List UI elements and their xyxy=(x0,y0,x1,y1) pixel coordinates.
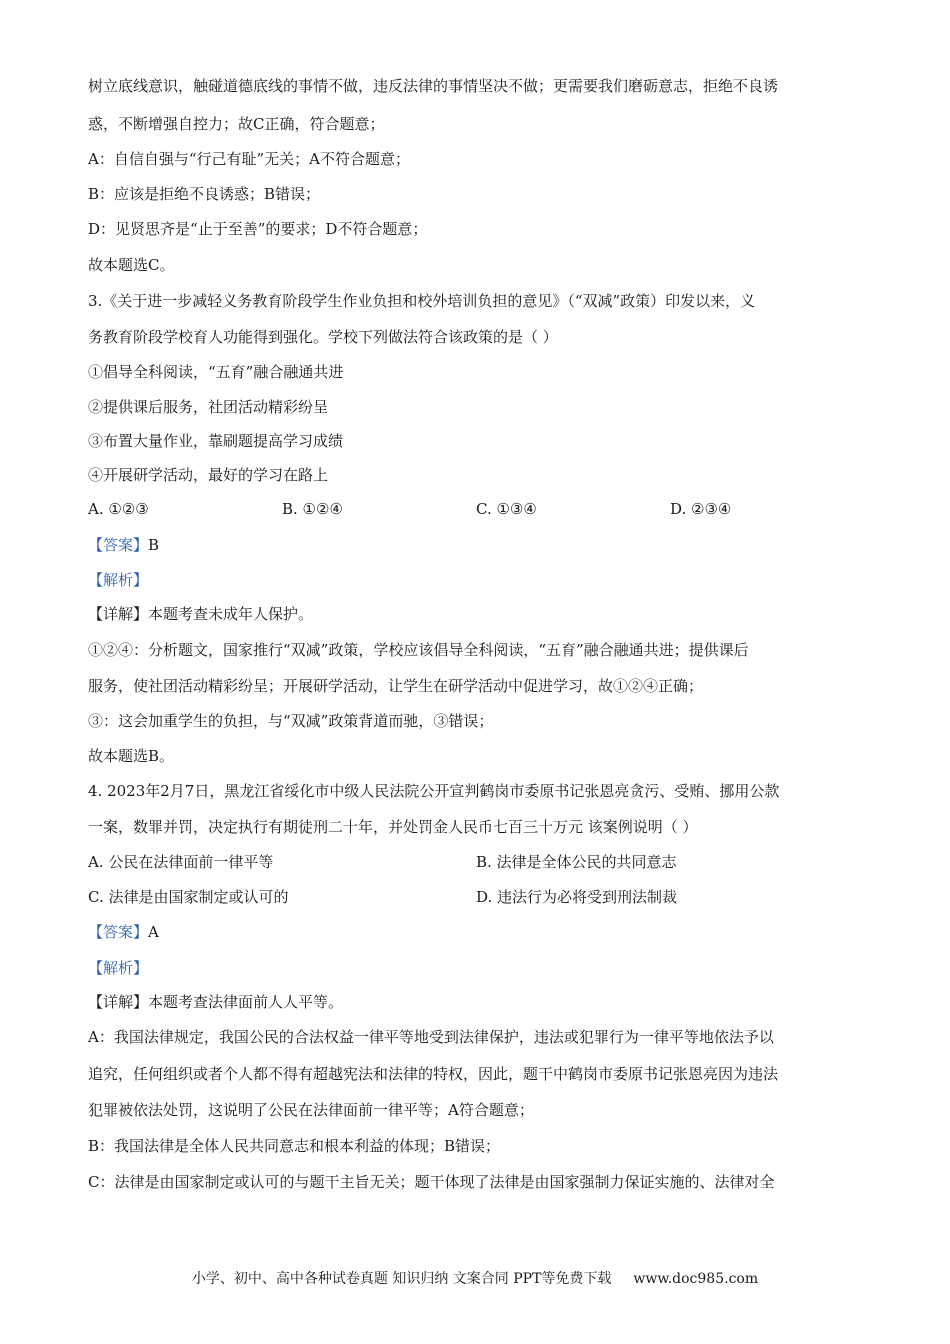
q3-option-c: C. ①③④ xyxy=(476,500,537,518)
q4-detail xyxy=(88,992,863,1012)
q3-stem-line-1: 3.《关于进一步减轻义务教育阶段学生作业负担和校外培训负担的意见》（“双减”政策）印发以来，义 xyxy=(88,292,756,310)
answer-tag: 【答案】 xyxy=(88,923,149,941)
detail-tag: 【详解】 xyxy=(88,993,149,1011)
q3-explanation-line-3: ③：这会加重学生的负担，与“双减”政策背道而驰，③错误； xyxy=(88,712,494,730)
q3-explanation-line-1: ①②④：分析题文，国家推行“双减”政策，学校应该倡导全科阅读，“五育”融合融通共进；提供课后 xyxy=(88,641,749,659)
q3-item-4: ④开展研学活动，最好的学习在路上 xyxy=(88,466,329,484)
q3-analysis-tag xyxy=(88,570,863,590)
q3-option-b: B. ①②④ xyxy=(282,500,343,518)
q3-option-d: D. ②③④ xyxy=(670,500,732,518)
explanation-a: A：自信自强与“行己有耻”无关；A不符合题意； xyxy=(88,150,411,168)
q4-option-d: D. 违法行为必将受到刑法制裁 xyxy=(476,888,678,906)
answer-value: B xyxy=(148,536,160,554)
q3-option-a: A. ①②③ xyxy=(88,500,149,518)
answer-value: A xyxy=(148,923,159,941)
q4-explanation-line-5: C：法律是由国家制定或认可的与题干主旨无关；题干体现了法律是由国家强制力保证实施的、法律对全 xyxy=(88,1173,775,1191)
paragraph-line: 树立底线意识，触碰道德底线的事情不做，违反法律的事情坚决不做；更需要我们磨砺意志，拒绝不良诱 xyxy=(88,77,779,95)
conclusion: 故本题选C。 xyxy=(88,256,175,274)
detail-text: 本题考查法律面前人人平等。 xyxy=(148,993,344,1011)
q4-analysis-tag xyxy=(88,958,863,978)
q3-detail xyxy=(88,604,863,624)
q3-item-1: ①倡导全科阅读，“五育”融合融通共进 xyxy=(88,363,344,381)
q3-answer xyxy=(88,535,863,555)
q4-stem-line-1: 4. 2023年2月7日，黑龙江省绥化市中级人民法院公开宣判鹤岗市委原书记张恩亮贪污、受贿、挪用公款 xyxy=(88,782,780,800)
q4-answer xyxy=(88,922,863,942)
detail-text: 本题考查未成年人保护。 xyxy=(148,605,314,623)
page-footer xyxy=(0,1269,950,1289)
q4-explanation-line-1: A：我国法律规定，我国公民的合法权益一律平等地受到法律保护，违法或犯罪行为一律平等地依法予以 xyxy=(88,1028,774,1046)
analysis-tag: 【解析】 xyxy=(88,571,149,589)
q3-stem-line-2: 务教育阶段学校育人功能得到强化。学校下列做法符合该政策的是（ ） xyxy=(88,328,558,346)
q3-item-2: ②提供课后服务，社团活动精彩纷呈 xyxy=(88,398,329,416)
detail-tag: 【详解】 xyxy=(88,605,149,623)
explanation-d: D：见贤思齐是“止于至善”的要求；D不符合题意； xyxy=(88,220,428,238)
q3-explanation-line-2: 服务，使社团活动精彩纷呈；开展研学活动，让学生在研学活动中促进学习，故①②④正确； xyxy=(88,677,704,695)
q4-option-b: B. 法律是全体公民的共同意志 xyxy=(476,853,677,871)
q4-stem-line-2: 一案，数罪并罚，决定执行有期徒刑二十年，并处罚金人民币七百三十万元 该案例说明（ ） xyxy=(88,818,698,836)
q4-option-c: C. 法律是由国家制定或认可的 xyxy=(88,888,289,906)
explanation-b: B：应该是拒绝不良诱惑；B错误； xyxy=(88,185,321,203)
q3-conclusion: 故本题选B。 xyxy=(88,747,175,765)
q4-option-a: A. 公民在法律面前一律平等 xyxy=(88,853,274,871)
paragraph-line: 惑，不断增强自控力；故C正确，符合题意； xyxy=(88,115,385,133)
answer-tag: 【答案】 xyxy=(88,536,149,554)
footer-url-link[interactable]: www.doc985.com xyxy=(633,1271,759,1287)
q4-explanation-line-4: B：我国法律是全体人民共同意志和根本利益的体现；B错误； xyxy=(88,1137,501,1155)
q4-explanation-line-3: 犯罪被依法处罚，这说明了公民在法律面前一律平等；A符合题意； xyxy=(88,1101,534,1119)
q4-explanation-line-2: 追究，任何组织或者个人都不得有超越宪法和法律的特权，因此，题干中鹤岗市委原书记张恩亮因为违法 xyxy=(88,1065,779,1083)
footer-text: 小学、初中、高中各种试卷真题 知识归纳 文案合同 PPT等免费下载 xyxy=(191,1271,612,1287)
q3-item-3: ③布置大量作业，靠刷题提高学习成绩 xyxy=(88,432,344,450)
analysis-tag: 【解析】 xyxy=(88,959,149,977)
